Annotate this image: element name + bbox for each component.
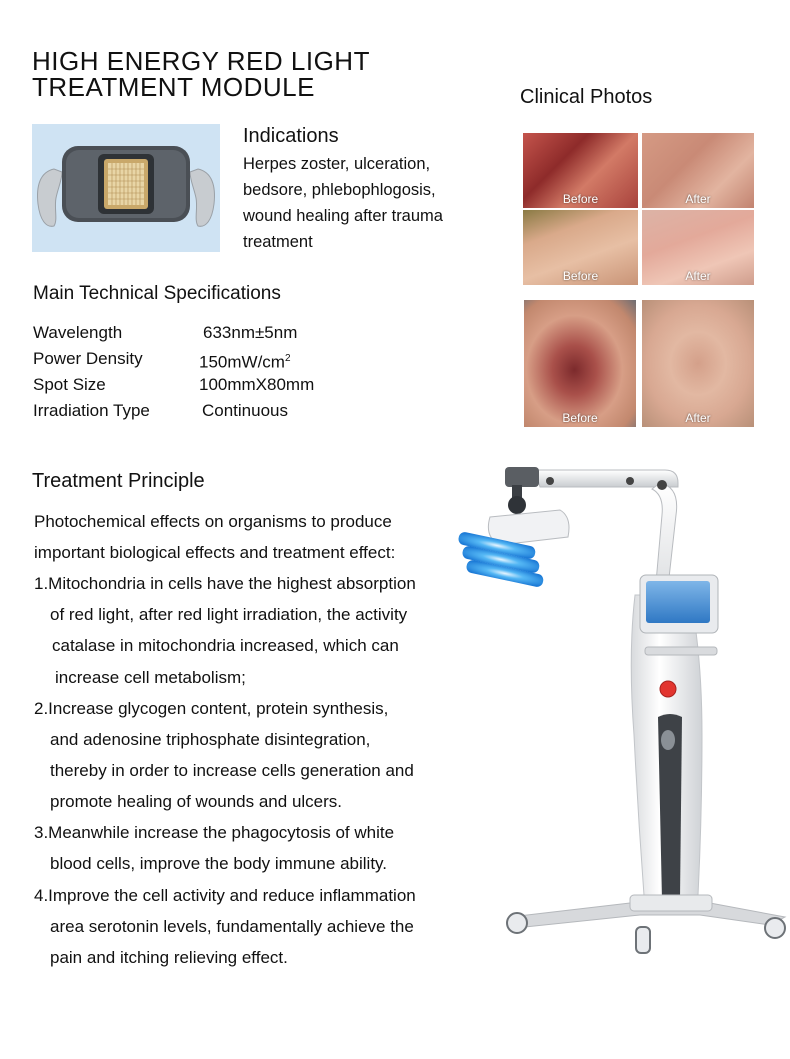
red-light-device-image: [440, 455, 790, 975]
treatment-module-image: [32, 124, 220, 252]
title-line-2: TREATMENT MODULE: [32, 72, 315, 102]
spec-value: 150mW/cm: [199, 352, 285, 372]
spec-label: Power Density: [33, 349, 143, 368]
principle-line: catalase in mitochondria increased, which can: [52, 636, 399, 655]
indication-line: wound healing after trauma: [243, 207, 443, 225]
principle-line: Photochemical effects on organisms to produce: [34, 512, 392, 531]
module-illustration: [32, 124, 220, 252]
spec-value-superscript: 2: [284, 353, 291, 364]
photo-caption-after: After: [685, 192, 711, 206]
spec-value: 100mmX80mm: [199, 375, 315, 394]
spec-label: Irradiation Type: [33, 401, 150, 420]
indications-title: Indications: [243, 125, 339, 147]
indication-line: treatment: [243, 233, 313, 251]
principle-line: important biological effects and treatment effect:: [34, 543, 396, 562]
indications-text: [243, 151, 493, 255]
principle-line: blood cells, improve the body immune ability.: [50, 854, 388, 873]
principle-line: 4.Improve the cell activity and reduce inflammation: [34, 886, 416, 905]
principle-line: 1.Mitochondria in cells have the highest absorption: [34, 574, 416, 593]
indication-line: Herpes zoster, ulceration,: [243, 155, 431, 173]
clinical-photo-hand-burn-before: [523, 133, 638, 208]
principle-line: increase cell metabolism;: [55, 668, 246, 687]
photo-caption-before: Before: [562, 269, 599, 283]
treatment-principle-title: Treatment Principle: [32, 470, 205, 492]
clinical-photo-palm-after: [642, 210, 754, 285]
principle-line: 3.Meanwhile increase the phagocytosis of white: [34, 823, 395, 842]
photo-caption-before: Before: [562, 192, 599, 206]
photo-caption-before: Before: [562, 411, 598, 425]
clinical-photos-title: Clinical Photos: [520, 86, 653, 108]
title-line-1: HIGH ENERGY RED LIGHT: [32, 46, 370, 76]
photo-caption-after: After: [685, 411, 711, 425]
principle-line: area serotonin levels, fundamentally achieve the: [50, 917, 414, 936]
clinical-photo-palm-before: [523, 210, 638, 285]
indication-line: bedsore, phlebophlogosis,: [243, 181, 436, 199]
page-title: [32, 48, 370, 100]
principle-line: of red light, after red light irradiation, the activity: [50, 605, 408, 624]
specifications-title: Main Technical Specifications: [33, 283, 281, 304]
principle-line: pain and itching relieving effect.: [50, 948, 288, 967]
spec-value: Continuous: [202, 401, 289, 420]
principle-line: promote healing of wounds and ulcers.: [50, 792, 343, 811]
principle-line: 2.Increase glycogen content, protein synthesis,: [34, 699, 389, 718]
clinical-photo-back-after: [642, 300, 754, 427]
clinical-photo-back-before: [524, 300, 636, 427]
principle-line: and adenosine triphosphate disintegration,: [50, 730, 371, 749]
spec-label: Spot Size: [33, 375, 106, 394]
principle-line: thereby in order to increase cells generation and: [50, 761, 414, 780]
photo-caption-after: After: [685, 269, 711, 283]
clinical-photo-hand-burn-after: [642, 133, 754, 208]
spec-value: 633nm±5nm: [203, 323, 298, 342]
spec-label: Wavelength: [33, 323, 123, 342]
